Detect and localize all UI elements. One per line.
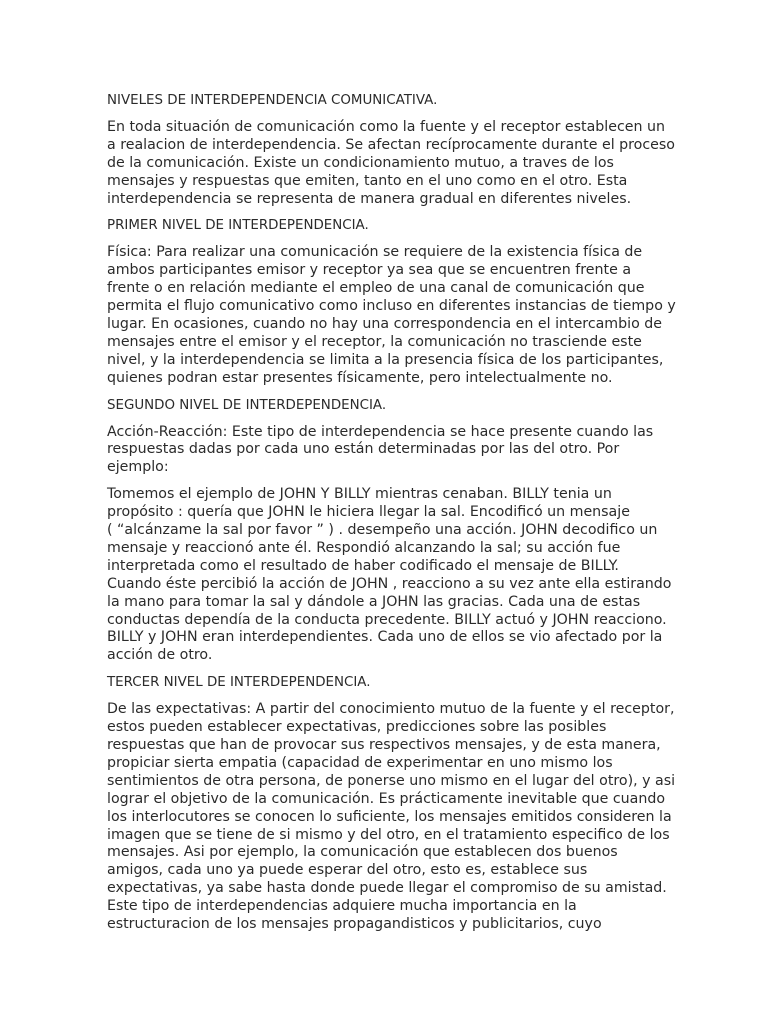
text-line: Este tipo de interdependencias adquiere mucha importancia en la — [107, 898, 577, 915]
ejemplo-paragraph — [107, 486, 672, 665]
text-line: frente o en relación mediante el empleo de una canal de comunicación que — [107, 280, 645, 297]
segundo-nivel-paragraph — [107, 424, 667, 478]
section-heading-primer-nivel: PRIMER NIVEL DE INTERDEPENDENCIA. — [107, 218, 369, 234]
text-line: propiciar sierta empatia (capacidad de experimentar en uno mismo los — [107, 754, 613, 771]
text-line: los interlocutores se conocen lo suficiente, los mensajes emitidos consideren la — [107, 808, 672, 825]
text-line: mensaje y reaccionó ante él. Respondió alcanzando la sal; su acción fue — [107, 539, 621, 556]
text-line: amigos, cada uno ya puede esperar del otro, esto es, establece sus — [107, 862, 588, 879]
text-line: mensajes y respuestas que emiten, tanto en el uno como en el otro. Esta — [107, 172, 628, 189]
text-line: ejemplo: — [107, 459, 169, 476]
text-line: permita el flujo comunicativo como incluso en diferentes instancias de tiempo y — [107, 298, 676, 315]
text-line: ( “alcánzame la sal por favor ” ) . desempeño una acción. JOHN decodifico un — [107, 522, 658, 539]
text-line: quienes podran estar presentes físicamente, pero intelectualmente no. — [107, 369, 613, 386]
document-page — [107, 92, 676, 943]
text-line: expectativas, ya sabe hasta donde puede llegar el compromiso de su amistad. — [107, 880, 667, 897]
text-line: interpretada como el resultado de haber codificado el mensaje de BILLY. — [107, 557, 619, 574]
text-line: Cuando éste percibió la acción de JOHN , reacciono a su vez ante ella estirando — [107, 575, 672, 592]
text-line: Física: Para realizar una comunicación se requiere de la existencia física de — [107, 244, 643, 261]
text-line: mensajes. Asi por ejemplo, la comunicación que establecen dos buenos — [107, 844, 618, 861]
text-line: la mano para tomar la sal y dándole a JOHN las gracias. Cada una de estas — [107, 593, 641, 610]
tercer-nivel-paragraph — [107, 701, 676, 934]
text-line: BILLY y JOHN eran interdependientes. Cada uno de ellos se vio afectado por la — [107, 629, 663, 646]
text-line: En toda situación de comunicación como la fuente y el receptor establecen un — [107, 118, 665, 135]
text-line: de la comunicación. Existe un condicionamiento mutuo, a traves de los — [107, 154, 614, 171]
text-line: nivel, y la interdependencia se limita a la presencia física de los participantes, — [107, 351, 664, 368]
intro-paragraph — [107, 118, 675, 209]
text-line: propósito : quería que JOHN le hiciera llegar la sal. Encodificó un mensaje — [107, 504, 630, 521]
text-line: imagen que se tiene de si mismo y del otro, en el tratamiento especifico de los — [107, 826, 670, 843]
text-line: conductas dependía de la conducta precedente. BILLY actuó y JOHN reacciono. — [107, 611, 667, 628]
text-line: lograr el objetivo de la comunicación. Es prácticamente inevitable que cuando — [107, 790, 666, 807]
text-line: interdependencia se representa de manera gradual en diferentes niveles. — [107, 190, 632, 207]
text-line: respuestas que han de provocar sus respectivos mensajes, y de esta manera, — [107, 737, 661, 753]
section-heading-segundo-nivel: SEGUNDO NIVEL DE INTERDEPENDENCIA. — [107, 397, 387, 413]
text-line: estos pueden establecer expectativas, predicciones sobre las posibles — [107, 719, 607, 736]
document-title: NIVELES DE INTERDEPENDENCIA COMUNICATIVA. — [107, 93, 438, 108]
primer-nivel-paragraph — [107, 244, 676, 387]
text-line: respuestas dadas por cada uno están determinadas por las del otro. Por — [107, 441, 620, 458]
section-heading-tercer-nivel: TERCER NIVEL DE INTERDEPENDENCIA. — [107, 675, 371, 691]
text-line: a realacion de interdependencia. Se afectan recíprocamente durante el proceso — [107, 136, 675, 153]
text-line: sentimientos de otra persona, de ponerse uno mismo en el lugar del otro), y asi — [107, 772, 676, 789]
text-line: estructuracion de los mensajes propagandisticos y publicitarios, cuyo — [107, 916, 602, 933]
text-line: De las expectativas: A partir del conocimiento mutuo de la fuente y el receptor, — [107, 701, 675, 718]
text-line: Acción-Reacción: Este tipo de interdependencia se hace presente cuando las — [107, 423, 654, 440]
text-line: ambos participantes emisor y receptor ya sea que se encuentren frente a — [107, 262, 632, 279]
text-line: lugar. En ocasiones, cuando no hay una correspondencia en el intercambio de — [107, 315, 663, 332]
text-line: mensajes entre el emisor y el receptor, la comunicación no trasciende este — [107, 333, 642, 350]
text-line: Tomemos el ejemplo de JOHN Y BILLY mientras cenaban. BILLY tenia un — [107, 486, 612, 503]
text-line: acción de otro. — [107, 647, 213, 664]
